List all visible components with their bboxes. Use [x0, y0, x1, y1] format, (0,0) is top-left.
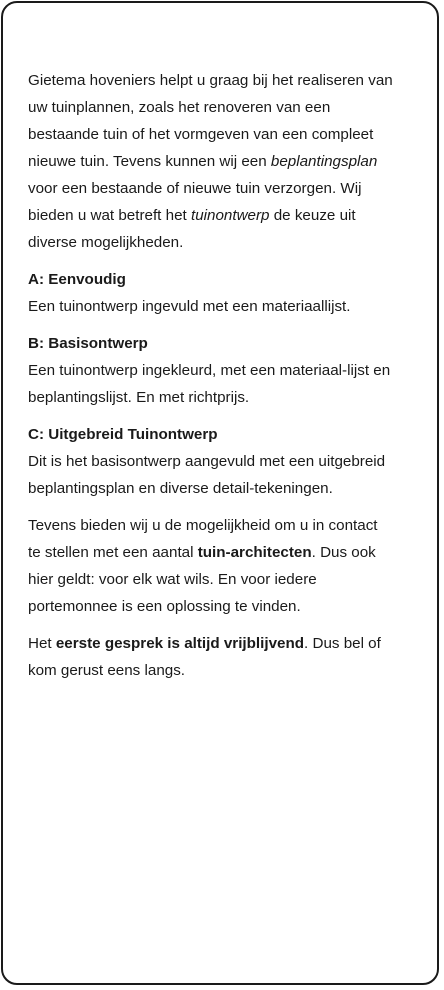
closing-strong: eerste gesprek is altijd vrijblijvend [55, 635, 305, 652]
content-card [1, 1, 439, 985]
option-c [28, 421, 393, 502]
option-b-text: Een tuinontwerp ingekleurd, met een materiaal-lijst en beplantingslijst. En met richtprijs. [28, 362, 391, 406]
option-a-text: Een tuinontwerp ingevuld met een materiaallijst. [28, 298, 351, 315]
architects-strong: tuin-architecten [197, 544, 312, 561]
option-b [28, 330, 393, 411]
intro-paragraph [28, 67, 393, 256]
intro-text-1: Gietema hoveniers helpt u graag bij het realiseren van uw tuinplannen, zoals het renoveren van een bestaande tuin of het vormgeven van een compleet nieuwe tuin. Tevens kunnen wij een [28, 72, 393, 170]
article-body [28, 67, 393, 694]
option-c-title: C: Uitgebreid Tuinontwerp [28, 426, 218, 443]
intro-emphasis-beplantingsplan: beplantingsplan [270, 153, 378, 170]
option-a [28, 266, 393, 320]
closing-paragraph [28, 630, 393, 684]
closing-text-2: . Dus bel of kom gerust eens langs. [28, 635, 381, 679]
architects-text-1: Tevens bieden wij u de mogelijkheid om u in contact te stellen met een aantal [28, 517, 378, 561]
intro-text-2: voor een bestaande of nieuwe tuin verzorgen. Wij bieden u wat betreft het [28, 180, 362, 224]
option-b-title: B: Basisontwerp [28, 335, 148, 352]
option-c-text: Dit is het basisontwerp aangevuld met een uitgebreid beplantingsplan en diverse detail-tekeningen. [28, 453, 386, 497]
closing-text-1: Het [28, 635, 56, 652]
intro-text-3: de keuze uit diverse mogelijkheden. [28, 207, 356, 251]
architects-text-2: . Dus ook hier geldt: voor elk wat wils. En voor iedere portemonnee is een oplossing te vinden. [28, 544, 376, 615]
option-a-title: A: Eenvoudig [28, 271, 126, 288]
intro-emphasis-tuinontwerp: tuinontwerp [190, 207, 270, 224]
architects-paragraph [28, 512, 393, 620]
